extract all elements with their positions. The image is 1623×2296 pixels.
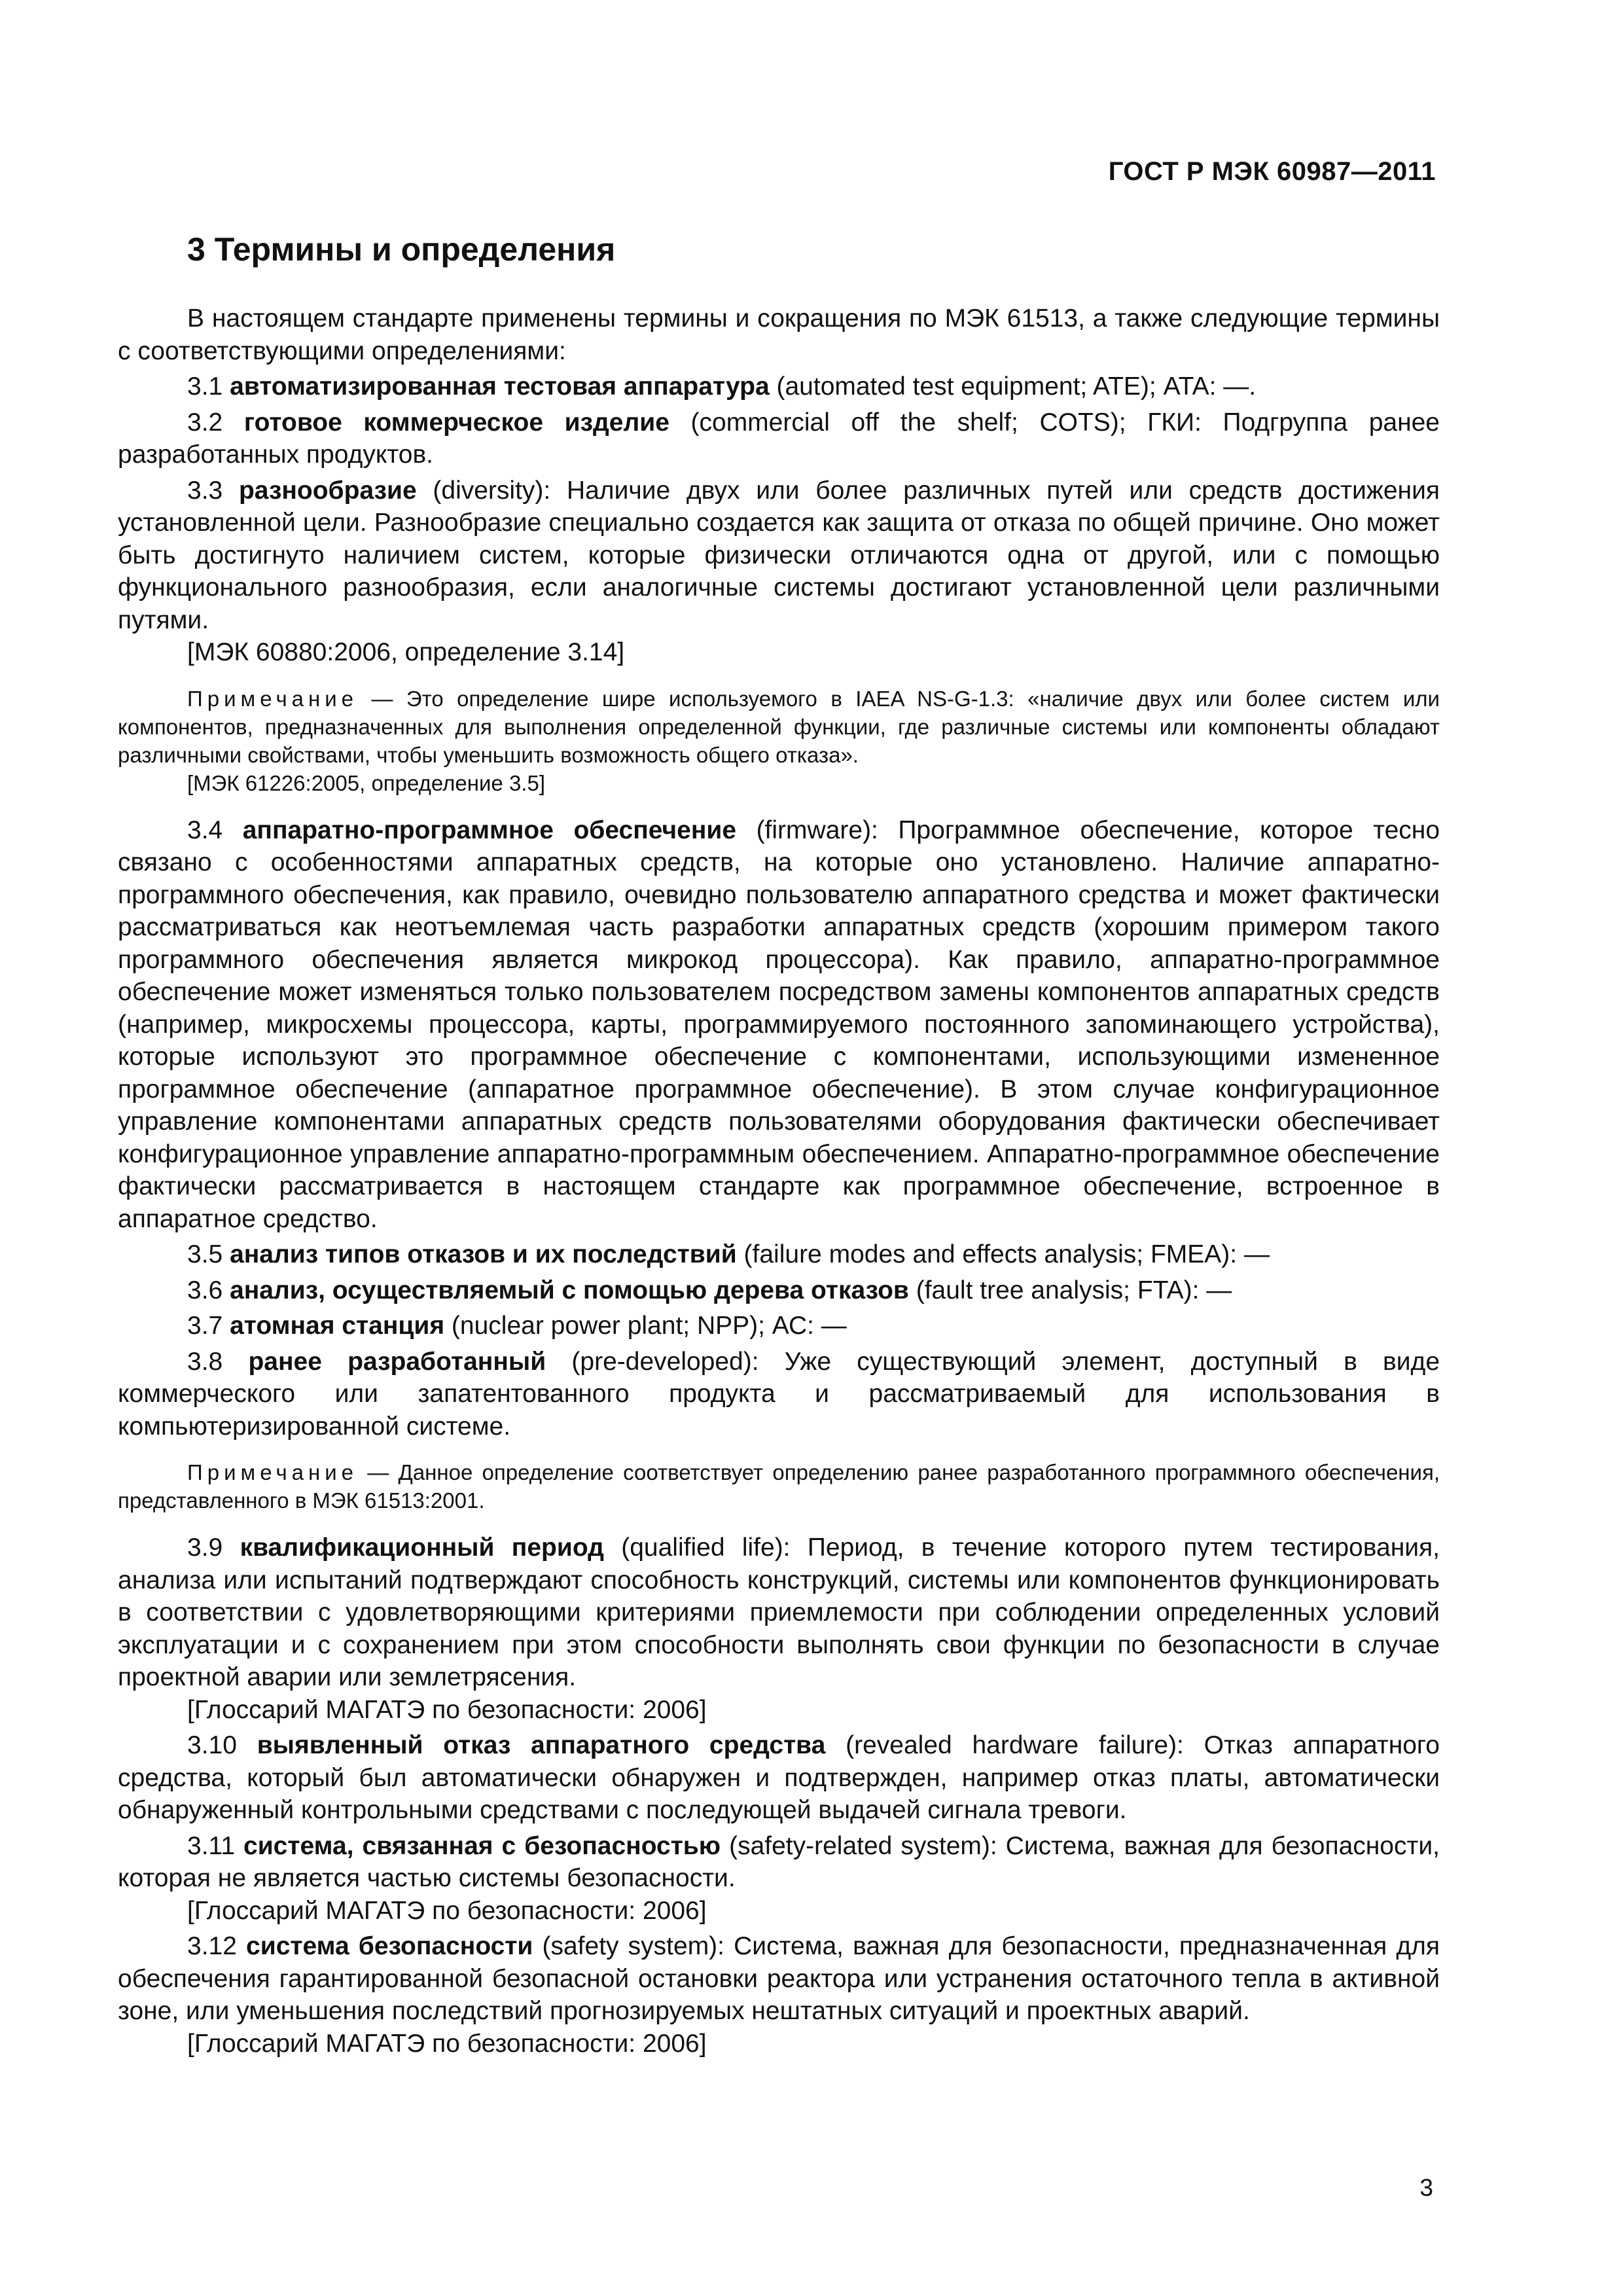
term-3-1 xyxy=(118,370,1440,403)
term-number: 3.5 xyxy=(187,1240,223,1268)
term-name: автоматизированная тестовая аппаратура xyxy=(230,372,770,401)
term-number: 3.11 xyxy=(187,1831,236,1860)
term-3-9 xyxy=(118,1532,1440,1694)
intro-paragraph: В настоящем стандарте применены термины и сокращения по МЭК 61513, а также следующие термины с соответствующими определениями: xyxy=(118,304,1440,365)
term-name: система безопасности xyxy=(246,1932,533,1960)
term-name: аппаратно-программное обеспечение xyxy=(242,816,737,844)
term-definition: (qualified life): Период, в течение которого путем тестирования, анализа или испытаний подтверждают способность конструкций, системы или компонентов функционировать в соответствии с удовлетворяющими критериями приемлемости при соблюдении определенных условий эксплуатации и с сохранением при этом способности выполнять свои функции по безопасности в случае проектной аварии или землетрясения. xyxy=(118,1534,1440,1691)
term-number: 3.3 xyxy=(187,476,223,505)
term-number: 3.6 xyxy=(187,1276,223,1304)
term-definition: (nuclear power plant; NPP); АС: — xyxy=(444,1312,847,1340)
note-paragraph xyxy=(118,685,1440,769)
term-number: 3.9 xyxy=(187,1534,223,1562)
term-number: 3.7 xyxy=(187,1312,223,1340)
term-definition: (firmware): Программное обеспечение, которое тесно связано с особенностями аппаратных средств, на которые оно установлено. Наличие аппаратно-программного обеспечения, как правило, очевидно пользователю аппаратного средства и может фактически рассматриваться как неотъемлемая часть разработки аппаратных средств (хорошим примером такого программного обеспечения является микрокод процессора). Как правило, аппаратно-программное обеспечение может изменяться только пользователем посредством замены компонентов аппаратных средств (например, микросхемы процессора, карты, программируемого постоянного запоминающего устройства), которые используют это программное обеспечение с компонентами, использующими измененное программное обеспечение (аппаратное программное обеспечение). В этом случае конфигурационное управление компонентами аппаратных средств пользователями оборудования фактически обеспечивает конфигурационное управление аппаратно-программным обеспечением. Аппаратно-программное обеспечение фактически рассматривается в настоящем стандарте как программное обеспечение, встроенное в аппаратное средство. xyxy=(118,816,1440,1233)
term-reference: [Глоссарий МАГАТЭ по безопасности: 2006] xyxy=(187,1695,707,1724)
section-title: 3 Термины и определения xyxy=(187,231,616,268)
term-3-3 xyxy=(118,475,1440,637)
term-definition: (failure modes and effects analysis; FMEA): — xyxy=(736,1240,1270,1268)
term-definition: (revealed hardware failure): Отказ аппаратного средства, который был автоматически обнаружен и подтвержден, например отказ платы, автоматически обнаруженный контрольными средствами с последующей выдачей сигнала тревоги. xyxy=(118,1731,1440,1824)
term-name: готовое коммерческое изделие xyxy=(243,408,669,437)
note-lead: Примечание xyxy=(187,686,359,711)
term-3-2 xyxy=(118,406,1440,471)
note-reference: [МЭК 61226:2005, определение 3.5] xyxy=(187,770,545,795)
term-3-4 xyxy=(118,814,1440,1236)
term-3-6 xyxy=(118,1274,1440,1307)
term-3-10 xyxy=(118,1729,1440,1827)
document-code-header: ГОСТ Р МЭК 60987—2011 xyxy=(1108,157,1436,186)
term-number: 3.8 xyxy=(187,1347,223,1376)
term-name: анализ, осуществляемый с помощью дерева отказов xyxy=(230,1276,909,1304)
term-number: 3.10 xyxy=(187,1731,237,1759)
term-number: 3.12 xyxy=(187,1932,237,1960)
term-name: атомная станция xyxy=(230,1312,445,1340)
note-lead: Примечание xyxy=(187,1460,359,1484)
document-body xyxy=(118,302,1440,2060)
term-name: выявленный отказ аппаратного средства xyxy=(257,1731,826,1759)
term-name: анализ типов отказов и их последствий xyxy=(230,1240,737,1268)
term-number: 3.4 xyxy=(187,816,223,844)
term-definition: (fault tree analysis; FTA): — xyxy=(908,1276,1232,1304)
page-number: 3 xyxy=(1419,2174,1433,2201)
term-definition: (commercial off the shelf; COTS); ГКИ: Подгруппа ранее разработанных продуктов. xyxy=(118,408,1440,469)
term-definition: (safety system): Система, важная для безопасности, предназначенная для обеспечения гарантированной безопасной остановки реактора или устранения остаточного тепла в активной зоне, или уменьшения последствий прогнозируемых нештатных ситуаций и проектных аварий. xyxy=(118,1932,1440,2025)
term-number: 3.2 xyxy=(187,408,223,437)
term-definition: (pre-developed): Уже существующий элемент, доступный в виде коммерческого или запатентованного продукта и рассматриваемый для использования в компьютеризированной системе. xyxy=(118,1347,1440,1441)
note-text: — Это определение шире используемого в IAEA NS-G-1.3: «наличие двух или более систем или компонентов, предназначенных для выполнения определенной функции, где различные системы или компоненты обладают различными свойствами, чтобы уменьшить возможность общего отказа». xyxy=(118,686,1440,767)
term-name: разнообразие xyxy=(238,476,417,505)
term-3-8 xyxy=(118,1346,1440,1443)
note-paragraph xyxy=(118,1458,1440,1515)
term-reference: [МЭК 60880:2006, определение 3.14] xyxy=(187,638,625,666)
term-reference: [Глоссарий МАГАТЭ по безопасности: 2006] xyxy=(187,1896,707,1925)
term-name: ранее разработанный xyxy=(248,1347,546,1376)
term-3-7 xyxy=(118,1310,1440,1342)
term-3-5 xyxy=(118,1238,1440,1271)
term-reference: [Глоссарий МАГАТЭ по безопасности: 2006] xyxy=(187,2029,707,2058)
term-number: 3.1 xyxy=(187,372,223,401)
term-3-11 xyxy=(118,1830,1440,1895)
term-definition: (automated test equipment; ATE); ATA: —. xyxy=(769,372,1257,401)
term-definition: (safety-related system): Система, важная для безопасности, которая не является частью системы безопасности. xyxy=(118,1831,1440,1892)
term-3-12 xyxy=(118,1930,1440,2028)
term-name: квалификационный период xyxy=(240,1534,604,1562)
note-text: — Данное определение соответствует определению ранее разработанного программного обеспечения, представленного в МЭК 61513:2001. xyxy=(118,1460,1440,1513)
term-name: система, связанная с безопасностью xyxy=(243,1831,721,1860)
term-definition: (diversity): Наличие двух или более различных путей или средств достижения установленной цели. Разнообразие специально создается как защита от отказа по общей причине. Оно может быть достигнуто наличием систем, которые физически отличаются одна от другой, или с помощью функционального разнообразия, если аналогичные системы достигают установленной цели различными путями. xyxy=(118,476,1440,634)
